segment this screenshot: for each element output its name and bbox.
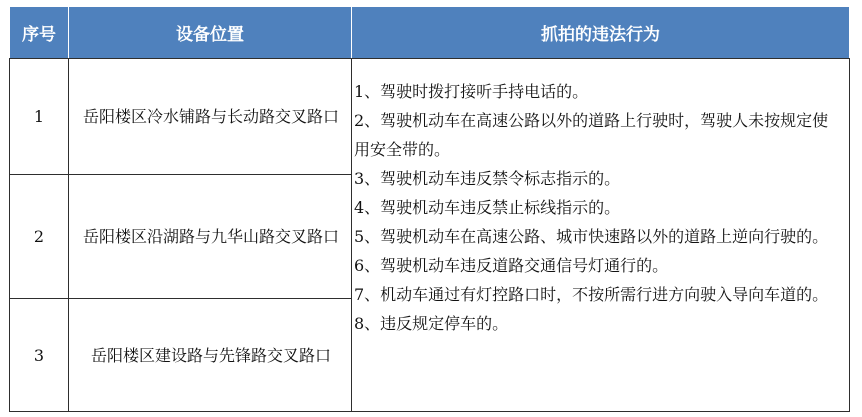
violation-item: 5、驾驶机动车在高速公路、城市快速路以外的道路上逆向行驶的。 (354, 227, 829, 246)
row-number: 1 (10, 59, 69, 175)
row-number: 3 (10, 299, 69, 412)
violation-item: 6、驾驶机动车违反道路交通信号灯通行的。 (354, 256, 669, 275)
violation-item: 8、违反规定停车的。 (354, 314, 509, 333)
violation-item: 2、驾驶机动车在高速公路以外的道路上行驶时，驾驶人未按规定使用安全带的。 (354, 111, 829, 159)
row-number: 2 (10, 175, 69, 299)
violation-item: 4、驾驶机动车违反禁止标线指示的。 (354, 198, 621, 217)
violation-item: 3、驾驶机动车违反禁令标志指示的。 (354, 169, 621, 188)
row-location: 岳阳楼区沿湖路与九华山路交叉路口 (69, 175, 352, 299)
header-location: 设备位置 (69, 7, 352, 59)
violation-item: 1、驾驶时拨打接听手持电话的。 (354, 82, 589, 101)
violations-list (354, 77, 843, 338)
violation-item: 7、机动车通过有灯控路口时，不按所需行进方向驶入导向车道的。 (354, 285, 829, 304)
violations-cell (352, 59, 850, 412)
table-row (10, 59, 850, 175)
row-location: 岳阳楼区冷水铺路与长动路交叉路口 (69, 59, 352, 175)
table-header-row (10, 7, 850, 59)
row-location: 岳阳楼区建设路与先锋路交叉路口 (69, 299, 352, 412)
header-violations: 抓拍的违法行为 (352, 7, 850, 59)
violation-camera-table (9, 6, 850, 412)
header-number: 序号 (10, 7, 69, 59)
